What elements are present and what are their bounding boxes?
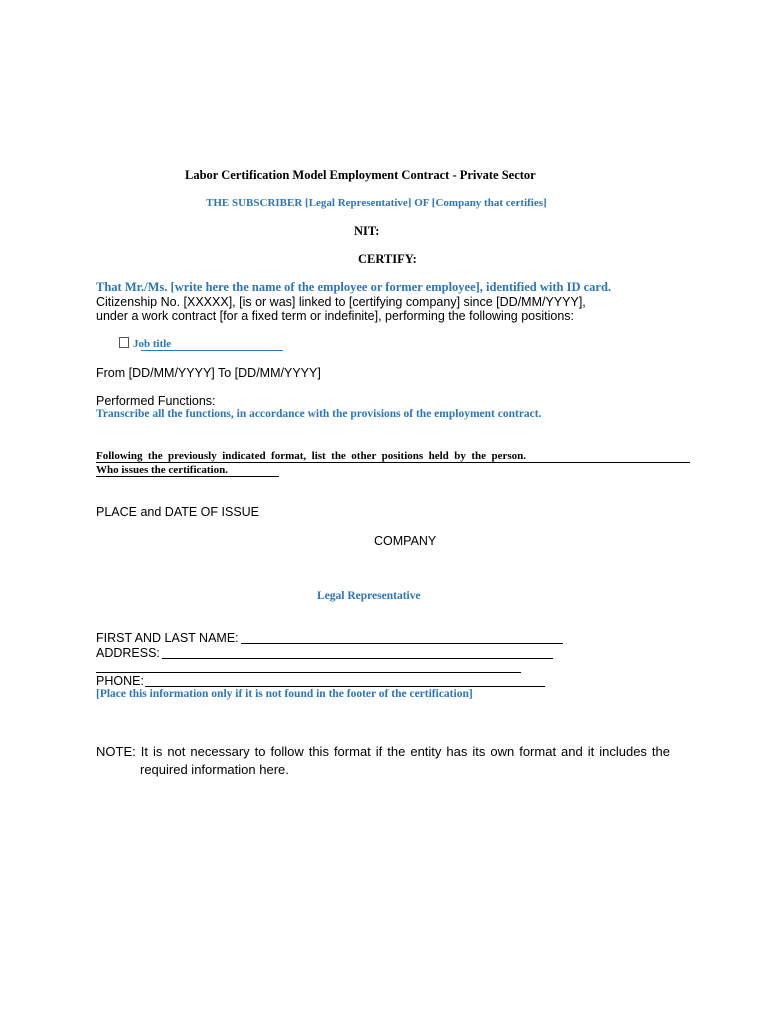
intro-contract-line: under a work contract [for a fixed term or indefinite], performing the following positions: xyxy=(96,309,575,323)
subscriber-line: THE SUBSCRIBER [Legal Representative] OF [Company that certifies] xyxy=(206,197,547,209)
phone-label: PHONE: xyxy=(96,674,144,688)
phone-field[interactable] xyxy=(145,686,545,687)
address-label: ADDRESS: xyxy=(96,646,160,660)
bullet-box-icon xyxy=(119,337,129,348)
functions-label: Performed Functions: xyxy=(96,394,216,408)
note-line2: required information here. xyxy=(140,762,289,777)
functions-text: Transcribe all the functions, in accordance with the provisions of the employment contract. xyxy=(96,408,542,420)
job-title-underline xyxy=(141,350,283,351)
job-title-item xyxy=(119,337,171,350)
nit-label: NIT: xyxy=(354,224,380,238)
document-title: Labor Certification Model Employment Contract - Private Sector xyxy=(185,168,536,182)
company-label: COMPANY xyxy=(374,534,437,548)
extra-blank-line[interactable] xyxy=(96,672,521,673)
first-last-name-field[interactable] xyxy=(241,643,563,644)
address-field[interactable] xyxy=(162,658,553,659)
footer-instruction: [Place this information only if it is not found in the footer of the certification] xyxy=(96,688,473,700)
following-underline-2 xyxy=(96,476,279,477)
legal-representative-label: Legal Representative xyxy=(317,590,421,602)
following-underline-1 xyxy=(96,462,690,463)
date-range: From [DD/MM/YYYY] To [DD/MM/YYYY] xyxy=(96,366,321,380)
certify-heading: CERTIFY: xyxy=(358,252,417,266)
following-instruction-line2: Who issues the certification. xyxy=(96,464,228,476)
following-instruction-line1: Following the previously indicated format, list the other positions held by the person. xyxy=(96,450,526,462)
intro-employee-line: That Mr./Ms. [write here the name of the employee or former employee], identified with ID card. xyxy=(96,280,612,294)
note-line1: NOTE: It is not necessary to follow this format if the entity has its own format and it includes the xyxy=(96,744,670,759)
first-last-name-label: FIRST AND LAST NAME: xyxy=(96,631,239,645)
place-date-label: PLACE and DATE OF ISSUE xyxy=(96,505,260,519)
intro-citizenship-line: Citizenship No. [XXXXX], [is or was] linked to [certifying company] since [DD/MM/YYYY], xyxy=(96,295,586,309)
job-title-label: Job title xyxy=(133,338,172,350)
